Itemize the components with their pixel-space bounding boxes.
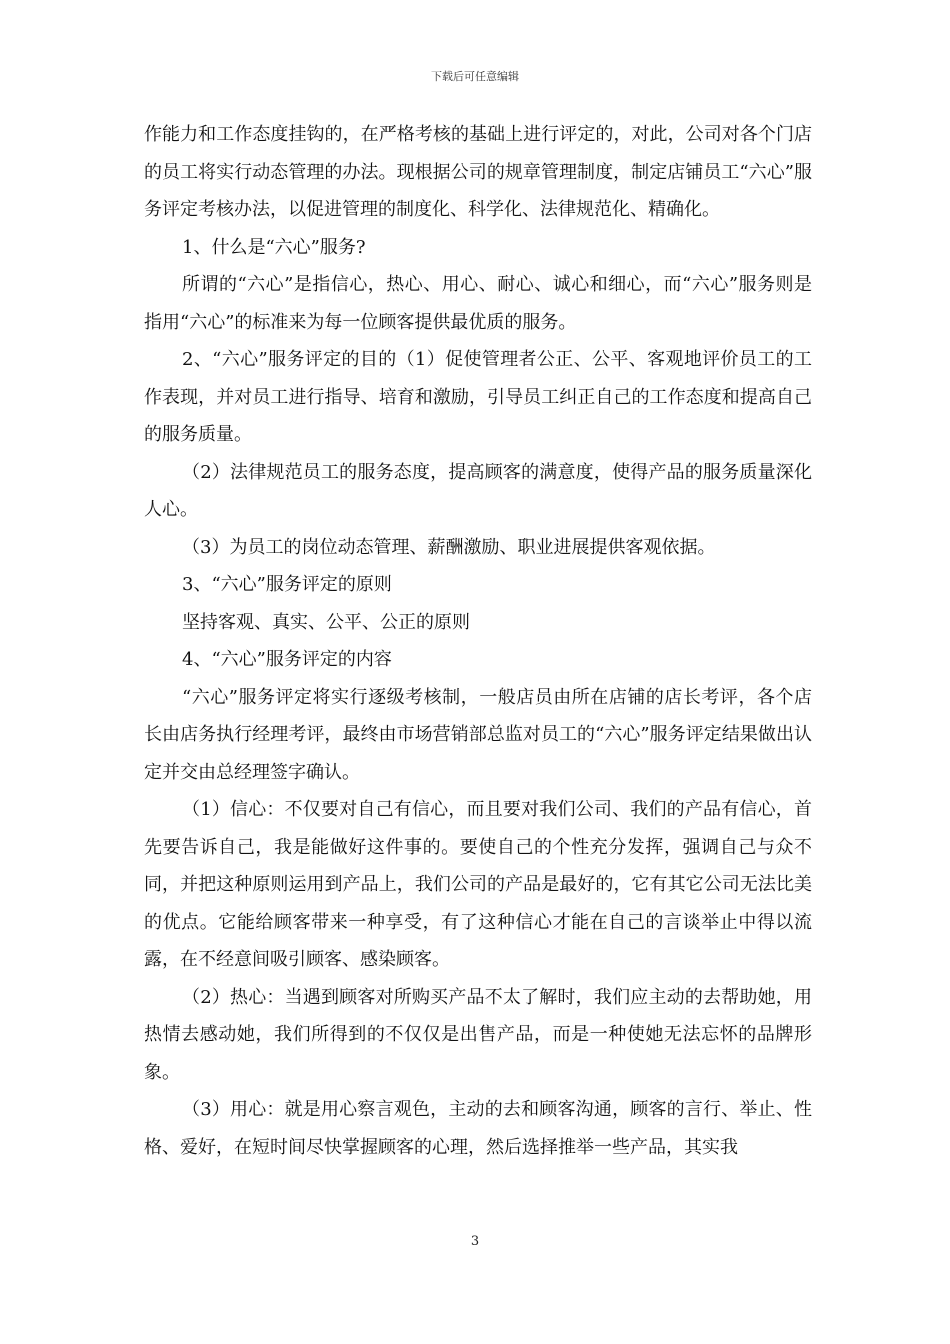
- paragraph-intro: 作能力和工作态度挂钩的，在严格考核的基础上进行评定的，对此，公司对各个门店的员工将实行动态管理的办法。现根据公司的规章管理制度，制定店铺员工“六心”服务评定考核办法，以促进管理的制度化、科学化、法律规范化、精确化。: [144, 124, 812, 220]
- paragraph-principles: 坚持客观、真实、公平、公正的原则: [182, 611, 470, 633]
- page-number: 3: [470, 1234, 480, 1249]
- paragraph-purpose-2: （2）法律规范员工的服务态度，提高顾客的满意度，使得产品的服务质量深化人心。: [144, 461, 812, 520]
- page-header: 下载后可任意编辑: [431, 70, 519, 83]
- paragraph-section-1-heading: 1、什么是“六心”服务?: [182, 236, 366, 258]
- paragraph-enthusiasm: （2）热心：当遇到顾客对所购买产品不太了解时，我们应主动的去帮助她，用热情去感动她，我们所得到的不仅仅是出售产品，而是一种使她无法忘怀的品牌形象。: [144, 986, 812, 1083]
- paragraph-confidence: （1）信心：不仅要对自己有信心，而且要对我们公司、我们的产品有信心，首先要告诉自己，我是能做好这件事的。要使自己的个性充分发挥，强调自己与众不同，并把这种原则运用到产品上，我们公司的产品是最好的，它有其它公司无法比美的优点。它能给顾客带来一种享受，有了这种信心才能在自己的言谈举止中得以流露，在不经意间吸引顾客、感染顾客。: [144, 799, 812, 970]
- paragraph-attentiveness: （3）用心：就是用心察言观色，主动的去和顾客沟通，顾客的言行、举止、性格、爱好，在短时间尽快掌握顾客的心理，然后选择推举一些产品，其实我: [144, 1099, 812, 1158]
- paragraph-purpose-3: （3）为员工的岗位动态管理、薪酬激励、职业进展提供客观依据。: [182, 536, 716, 558]
- paragraph-section-2-purpose: 2、“六心”服务评定的目的（1）促使管理者公正、公平、客观地评价员工的工作表现，并对员工进行指导、培育和激励，引导员工纠正自己的工作态度和提高自己的服务质量。: [144, 349, 812, 445]
- document-body: [144, 116, 812, 1166]
- paragraph-section-4-heading: 4、“六心”服务评定的内容: [182, 649, 392, 670]
- paragraph-section-3-heading: 3、“六心”服务评定的原则: [182, 574, 392, 595]
- paragraph-six-heart-definition: 所谓的“六心”是指信心，热心、用心、耐心、诚心和细心，而“六心”服务则是指用“六心”的标准来为每一位顾客提供最优质的服务。: [144, 274, 812, 333]
- paragraph-evaluation-process: “六心”服务评定将实行逐级考核制，一般店员由所在店铺的店长考评，各个店长由店务执行经理考评，最终由市场营销部总监对员工的“六心”服务评定结果做出认定并交由总经理签字确认。: [144, 686, 812, 783]
